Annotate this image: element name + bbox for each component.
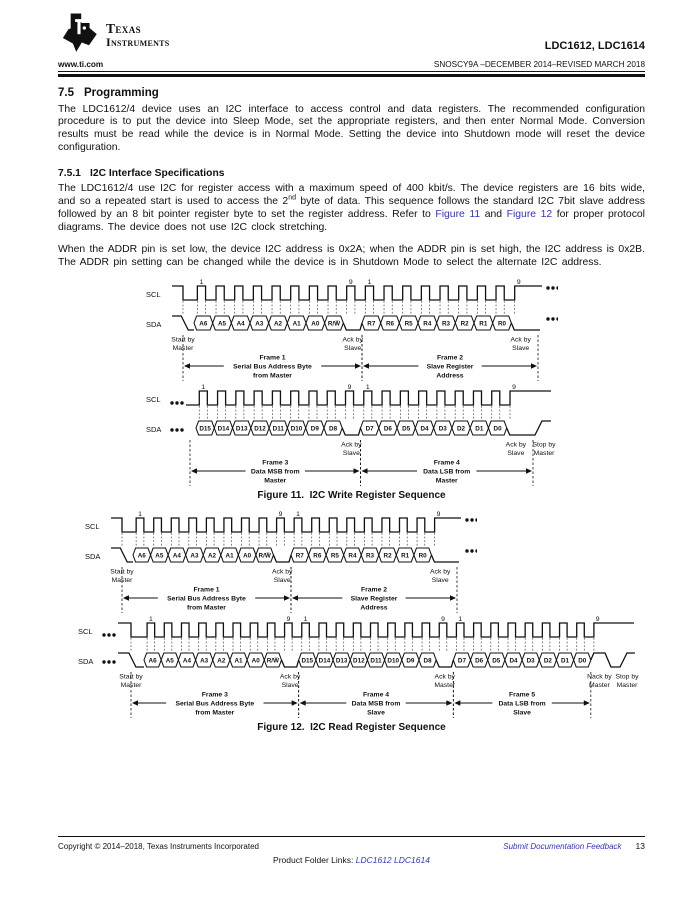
svg-text:9: 9	[286, 615, 291, 623]
svg-text:A6: A6	[137, 551, 146, 559]
svg-text:Master: Master	[120, 681, 142, 689]
svg-text:Master: Master	[533, 449, 555, 457]
svg-text:Slave: Slave	[513, 709, 531, 717]
svg-text:Ack by: Ack by	[342, 336, 363, 344]
svg-text:9: 9	[278, 510, 283, 518]
submit-feedback-link[interactable]: Submit Documentation Feedback	[503, 842, 622, 851]
figure-link[interactable]: Figure 11	[435, 208, 481, 220]
svg-text:Frame 4: Frame 4	[362, 691, 390, 699]
brand-line1: Texas	[106, 21, 142, 36]
svg-text:D2: D2	[543, 656, 552, 664]
svg-text:R2: R2	[460, 319, 469, 327]
svg-text:D12: D12	[254, 424, 266, 432]
svg-text:A3: A3	[190, 551, 199, 559]
svg-text:Data MSB from: Data MSB from	[250, 468, 300, 476]
svg-text:D10: D10	[290, 424, 303, 432]
svg-text:1: 1	[148, 615, 153, 623]
svg-text:Master: Master	[111, 576, 133, 584]
svg-text:R3: R3	[441, 319, 451, 327]
svg-text:Master: Master	[434, 681, 456, 689]
product-folder-links: Product Folder Links: LDC1612 LDC1614	[273, 855, 430, 865]
svg-text:A1: A1	[234, 656, 243, 664]
svg-text:Slave: Slave	[431, 576, 449, 584]
svg-text:1: 1	[367, 278, 372, 286]
svg-text:Slave: Slave	[367, 709, 385, 717]
svg-text:D15: D15	[199, 424, 211, 432]
svg-text:Frame 2: Frame 2	[436, 354, 464, 362]
svg-text:from Master: from Master	[253, 372, 292, 380]
svg-text:Data LSB from: Data LSB from	[498, 700, 546, 708]
svg-text:Address: Address	[436, 372, 464, 380]
section-heading-i2c-specs	[58, 168, 645, 179]
svg-text:Address: Address	[360, 604, 388, 612]
ti-wordmark	[106, 22, 170, 48]
copyright-text: Copyright © 2014–2018, Texas Instruments Incorporated	[58, 842, 259, 851]
svg-text:Serial Bus Address Byte: Serial Bus Address Byte	[167, 595, 246, 603]
svg-text:Start by: Start by	[171, 336, 195, 344]
svg-text:D3: D3	[438, 424, 447, 432]
figure-11	[58, 279, 645, 501]
svg-text:D7: D7	[365, 424, 374, 432]
svg-text:D0: D0	[578, 656, 587, 664]
svg-text:from Master: from Master	[195, 709, 235, 717]
page-footer	[58, 836, 645, 865]
svg-text:Master: Master	[264, 477, 287, 485]
svg-text:D3: D3	[526, 656, 535, 664]
header-rule-thin	[58, 71, 645, 72]
svg-text:SCL: SCL	[146, 394, 161, 404]
svg-text:R3: R3	[365, 551, 375, 559]
svg-text:9: 9	[348, 278, 353, 286]
svg-text:Master: Master	[435, 477, 458, 485]
svg-text:Frame 1: Frame 1	[193, 586, 220, 594]
svg-text:D8: D8	[423, 656, 432, 664]
svg-text:Slave: Slave	[281, 681, 299, 689]
figure-link[interactable]: Figure 12	[506, 208, 553, 220]
svg-text:1: 1	[138, 510, 142, 518]
page-header	[58, 0, 645, 77]
svg-text:A3: A3	[255, 319, 264, 327]
svg-text:from Master: from Master	[187, 604, 226, 612]
svg-text:1: 1	[296, 510, 300, 518]
svg-text:A5: A5	[165, 656, 174, 664]
svg-text:R/W̅: R/W̅	[258, 551, 271, 559]
i2c-write-waveform-part2	[146, 384, 561, 488]
svg-text:9: 9	[441, 615, 445, 623]
svg-text:D5: D5	[492, 656, 501, 664]
svg-text:Serial Bus Address Byte: Serial Bus Address Byte	[233, 363, 312, 371]
svg-text:Ack by: Ack by	[434, 673, 455, 681]
ti-website-link[interactable]: www.ti.com	[58, 60, 104, 69]
svg-text:D7: D7	[457, 656, 466, 664]
svg-text:Ack by: Ack by	[272, 568, 293, 576]
svg-text:Slave: Slave	[273, 576, 291, 584]
svg-text:SDA: SDA	[146, 319, 162, 329]
svg-text:A0: A0	[243, 551, 252, 559]
svg-text:R5: R5	[404, 319, 413, 327]
brand-line2: Instruments	[106, 34, 170, 49]
svg-text:Start by: Start by	[119, 673, 143, 681]
svg-text:Start by: Start by	[110, 568, 134, 576]
svg-text:1: 1	[201, 383, 206, 391]
svg-text:Data LSB from: Data LSB from	[423, 468, 471, 476]
svg-text:D6: D6	[383, 424, 392, 432]
svg-text:Data MSB from: Data MSB from	[351, 700, 401, 708]
svg-text:SCL: SCL	[78, 626, 93, 636]
svg-text:R1: R1	[401, 551, 410, 559]
svg-text:Stop by: Stop by	[532, 441, 556, 449]
subsection-number: 7.5.1	[58, 168, 81, 180]
svg-text:A2: A2	[217, 656, 226, 664]
svg-text:R4: R4	[423, 319, 432, 327]
svg-text:R1: R1	[479, 319, 488, 327]
svg-text:R6: R6	[385, 319, 395, 327]
svg-text:Slave Register: Slave Register	[426, 363, 474, 371]
svg-text:SDA: SDA	[78, 656, 94, 666]
svg-text:A4: A4	[172, 551, 181, 559]
ti-logo-icon	[58, 13, 100, 58]
svg-text:Stop by: Stop by	[615, 673, 639, 681]
svg-text:R2: R2	[383, 551, 392, 559]
svg-text:Frame 3: Frame 3	[201, 691, 228, 699]
figure-12	[58, 511, 645, 733]
svg-text:Slave: Slave	[512, 344, 530, 352]
svg-text:Frame 2: Frame 2	[360, 586, 388, 594]
svg-text:D5: D5	[402, 424, 411, 432]
svg-text:R5: R5	[330, 551, 339, 559]
svg-text:D4: D4	[420, 424, 429, 432]
svg-text:Frame 4: Frame 4	[433, 459, 460, 467]
svg-text:R0: R0	[497, 319, 507, 327]
figure-11-caption: Figure 11. I2C Write Register Sequence	[257, 489, 446, 501]
svg-text:D1: D1	[475, 424, 484, 432]
svg-text:D14: D14	[318, 656, 331, 664]
paragraph-programming: The LDC1612/4 device uses an I2C interface to access control and data registers. The recommended configuration procedure is to put the device into Sleep Mode, set the appropriate registers, and then enter Normal Mode. Conversion results must be read while the device is in Normal Mode. Setting the device into Shutdown mode will reset the device configuration.	[58, 103, 645, 154]
svg-text:D11: D11	[370, 656, 382, 664]
svg-text:D6: D6	[475, 656, 484, 664]
product-folder-link[interactable]: LDC1614	[394, 855, 430, 865]
svg-text:D9: D9	[406, 656, 415, 664]
svg-text:Master: Master	[616, 681, 638, 689]
svg-text:Ack by: Ack by	[430, 568, 451, 576]
svg-text:Ack by: Ack by	[505, 441, 527, 449]
svg-text:D13: D13	[235, 424, 248, 432]
svg-text:A3: A3	[200, 656, 209, 664]
svg-text:SDA: SDA	[85, 551, 101, 561]
svg-text:A2: A2	[207, 551, 217, 559]
svg-text:SDA: SDA	[146, 424, 162, 434]
svg-text:Ack by: Ack by	[279, 673, 301, 681]
svg-text:R7: R7	[295, 551, 304, 559]
product-folder-link[interactable]: LDC1612	[355, 855, 392, 865]
svg-text:A6: A6	[148, 656, 157, 664]
svg-text:D8: D8	[329, 424, 338, 432]
svg-text:D14: D14	[217, 424, 230, 432]
svg-text:D2: D2	[456, 424, 466, 432]
svg-text:Frame 5: Frame 5	[509, 691, 536, 699]
svg-text:Slave: Slave	[507, 449, 525, 457]
svg-text:Frame 3: Frame 3	[262, 459, 289, 467]
figure-12-caption: Figure 12. I2C Read Register Sequence	[257, 721, 446, 733]
i2c-read-waveform-part1	[85, 511, 477, 615]
paragraph-i2c-specs: The LDC1612/4 use I2C for register access with a maximum speed of 400 kbit/s. The device registers are 16 bits wide, and so a repeated start is used to access the 2nd byte of data. This sequence follows the standard I2C 7bit slave address followed by an 8 bit pointer register byte to set the register address. Refer to Figure 11 and Figure 12 for proper protocol diagrams. The device does not use I2C clock stretching.	[58, 183, 646, 233]
svg-text:A5: A5	[155, 551, 164, 559]
svg-text:Ack by: Ack by	[341, 441, 362, 449]
svg-text:9: 9	[516, 278, 521, 286]
svg-text:R4: R4	[348, 551, 357, 559]
svg-text:9: 9	[595, 615, 600, 623]
svg-text:R6: R6	[313, 551, 322, 559]
svg-text:1: 1	[303, 615, 308, 623]
i2c-read-waveform-part2	[78, 616, 644, 720]
svg-text:A4: A4	[236, 319, 245, 327]
svg-text:A4: A4	[182, 656, 191, 664]
svg-text:9: 9	[347, 383, 352, 391]
svg-text:1: 1	[365, 383, 370, 391]
svg-text:Frame 1: Frame 1	[259, 354, 286, 362]
svg-text:A5: A5	[217, 319, 227, 327]
svg-text:Serial Bus Address Byte: Serial Bus Address Byte	[175, 700, 255, 708]
svg-text:Nack by: Nack by	[587, 673, 612, 681]
svg-text:D9: D9	[310, 424, 319, 432]
superscript: nd	[288, 194, 296, 202]
svg-text:D10: D10	[387, 656, 399, 664]
svg-text:9: 9	[436, 510, 441, 518]
svg-text:R/W̅: R/W̅	[327, 319, 341, 327]
svg-text:D0: D0	[493, 424, 502, 432]
svg-text:Slave: Slave	[344, 344, 362, 352]
svg-text:Master: Master	[589, 681, 610, 689]
svg-text:9: 9	[512, 383, 516, 391]
svg-text:Ack by: Ack by	[510, 336, 531, 344]
svg-text:R0: R0	[418, 551, 427, 559]
svg-text:R/W̅: R/W̅	[266, 656, 280, 664]
svg-text:SCL: SCL	[85, 521, 100, 531]
svg-text:D12: D12	[353, 656, 365, 664]
svg-text:A6: A6	[199, 319, 208, 327]
svg-text:1: 1	[199, 278, 204, 286]
svg-text:Slave Register: Slave Register	[350, 595, 398, 603]
paragraph-addr-pin: When the ADDR pin is set low, the device I2C address is 0x2A; when the ADDR pin is set high, the I2C address is 0x2B. The ADDR pin setting can be changed while the device is in Shutdown Mode to select the alternate I2C address.	[58, 243, 645, 268]
svg-text:D15: D15	[301, 656, 314, 664]
svg-text:D1: D1	[561, 656, 570, 664]
svg-text:D4: D4	[509, 656, 518, 664]
svg-text:A1: A1	[225, 551, 234, 559]
svg-text:A0: A0	[251, 656, 260, 664]
svg-text:Slave: Slave	[342, 449, 360, 457]
svg-text:1: 1	[458, 615, 463, 623]
part-numbers: LDC1612, LDC1614	[544, 40, 645, 52]
svg-text:Master: Master	[172, 344, 194, 352]
svg-text:R7: R7	[367, 319, 376, 327]
svg-text:A0: A0	[311, 319, 320, 327]
svg-text:A1: A1	[292, 319, 301, 327]
page-number: 13	[635, 841, 645, 851]
svg-text:A2: A2	[273, 319, 283, 327]
section-heading-programming	[58, 87, 645, 99]
section-number: 7.5	[58, 86, 74, 99]
section-title: Programming	[84, 86, 159, 99]
doc-revision: SNOSCY9A –DECEMBER 2014–REVISED MARCH 2018	[433, 60, 645, 69]
svg-text:D11: D11	[272, 424, 284, 432]
header-rule-thick	[58, 74, 645, 77]
i2c-write-waveform-part1	[146, 279, 558, 383]
svg-text:SCL: SCL	[146, 289, 161, 299]
svg-text:D13: D13	[335, 656, 348, 664]
subsection-title: I2C Interface Specifications	[90, 168, 225, 180]
